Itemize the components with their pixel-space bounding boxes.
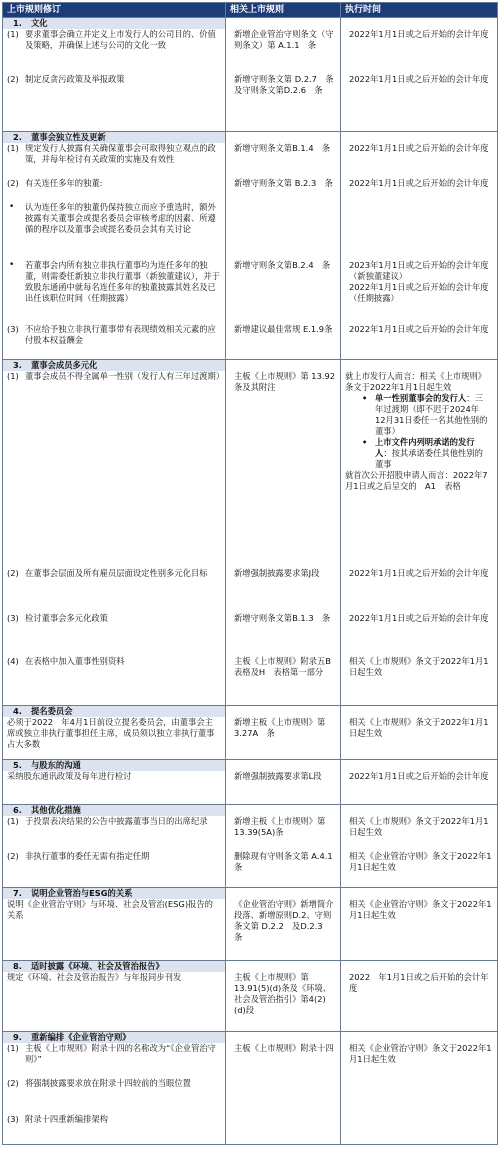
table-row [3, 1078, 498, 1114]
effective-time: 相关《上市规则》条文于2022年1月1日起生效 [341, 717, 498, 760]
section-9-heading: 9. 重新编排《企业管治守则》 [3, 1032, 226, 1044]
section-8-heading: 8. 适时披露《环境、社会及管治报告》 [3, 960, 226, 972]
table-row [3, 816, 498, 851]
related-rule: 主板《上市规则》附录五B 表格及H 表格第一部分 [226, 656, 341, 705]
item-text: 必须于2022 年4月1日前设立提名委员会，由董事会主席或独立非执行董事担任主席，成员须以独立非执行董事占大多数 [3, 717, 226, 760]
item-text: 规定《环境、社会及管治报告》与年报同步刊发 [3, 972, 226, 1032]
regulation-table-container [2, 2, 497, 1145]
item-text: (3) 不应给予独立非执行董事带有表现绩效相关元素的应付股本权益酬金 [3, 324, 226, 360]
effective-time: 2022年1月1日或之后开始的会计年度 [341, 143, 498, 178]
effective-time: 2022年1月1日或之后开始的会计年度 [341, 771, 498, 804]
table-header-row [3, 3, 498, 18]
related-rule: 新增守则条文第B.1.3 条 [226, 613, 341, 656]
table-row [3, 717, 498, 760]
related-rule: 《企业管治守则》新增简介段落、新增原则D.2、守则条文第 D.2.2 及D.2.3 条 [226, 899, 341, 960]
listing-rules-amendment-table [2, 2, 498, 1145]
sub-bullet: • 上市文件内列明承诺的发行人：按其承诺委任其他性别的董事 [345, 437, 493, 470]
table-row [3, 143, 498, 178]
effective-time: 2022年1月1日或之后开始的会计年度 [341, 568, 498, 613]
table-row [3, 371, 498, 568]
section-7-heading: 7. 说明企业管治与ESG的关系 [3, 888, 226, 900]
effective-time: 2022年1月1日或之后开始的会计年度 [341, 29, 498, 74]
item-text: (2) 有关连任多年的独董: [3, 178, 226, 202]
section-4-heading-row [3, 705, 498, 717]
table-row [3, 899, 498, 960]
section-number: 1. [13, 18, 22, 28]
effective-time: 2022年1月1日或之后开始的会计年度 [341, 74, 498, 131]
effective-time: 2022年1月1日或之后开始的会计年度 [341, 324, 498, 360]
item-text: (1) 要求董事会确立并定义上市发行人的公司目的、价值及策略，并确保上述与公司的文化一致 [3, 29, 226, 74]
item-text: (2) 在董事会层面及所有雇员层面设定性别多元化目标 [3, 568, 226, 613]
section-1-heading [3, 18, 226, 30]
related-rule: 新增守则条文第 D.2.7 条及守则条文第D.2.6 条 [226, 74, 341, 131]
table-row [3, 1043, 498, 1078]
time-outro: 就首次公开招股申请人而言：2022年7月1日或之后呈交的 A1 表格 [345, 470, 488, 491]
effective-time: 2023年1月1日或之后开始的会计年度（新独董建议） 2022年1月1日或之后开始的会计年度（任期披露） [341, 260, 498, 324]
section-6-heading-row [3, 804, 498, 816]
section-7-heading-row [3, 888, 498, 900]
header-related-rules: 相关上市规则 [226, 3, 341, 18]
item-text: (1) 于投票表决结果的公告中披露董事当日的出席纪录 [3, 816, 226, 851]
effective-time: 2022年1月1日或之后开始的会计年度 [341, 613, 498, 656]
item-text: (2) 将强制披露要求放在附录十四较前的当眼位置 [3, 1078, 226, 1114]
item-text: (1) 主板《上市规则》附录十四的名称改为“《企业管治守则》” [3, 1043, 226, 1078]
header-effective-time: 执行时间 [341, 3, 498, 18]
sub-bullet: • 单一性别董事会的发行人：三年过渡期（即不迟于2024年12月31日委任一名其他性别的董事） [345, 393, 493, 437]
section-1-heading-row [3, 18, 498, 30]
section-2-heading-row [3, 131, 498, 143]
related-rule: 主板《上市规则》附录十四 [226, 1043, 341, 1078]
section-5-heading: 5. 与股东的沟通 [3, 760, 226, 772]
related-rule: 删除现有守则条文第 A.4.1 条 [226, 851, 341, 888]
section-9-heading-row [3, 1032, 498, 1044]
related-rule: 新增主板《上市规则》第3.27A 条 [226, 717, 341, 760]
item-text: 采纳股东通讯政策及每年进行检讨 [3, 771, 226, 804]
table-row [3, 178, 498, 202]
section-4-heading: 4. 提名委员会 [3, 705, 226, 717]
related-rule: 新增强制披露要求第L段 [226, 771, 341, 804]
effective-time: 2022年1月1日或之后开始的会计年度 [341, 178, 498, 202]
section-2-heading: 2. 董事会独立性及更新 [3, 131, 226, 143]
section-6-heading: 6. 其他优化措施 [3, 804, 226, 816]
item-text: (3) 检讨董事会多元化政策 [3, 613, 226, 656]
table-row [3, 851, 498, 888]
bullet-item-text: • 若董事会内所有独立非执行董事均为连任多年的独董，则需委任新独立非执行董事（新独董建议），并于致股东通函中就每名连任多年的独董披露其姓名及已出任该职位时间（任期披露） [3, 260, 226, 324]
table-row [3, 74, 498, 131]
section-8-heading-row [3, 960, 498, 972]
related-rule: 新增守则条文第B.1.4 条 [226, 143, 341, 178]
related-rule: 主板《上市规则》第13.91(5)(d)条及《环境、社会及管治指引》第4(2)(d)段 [226, 972, 341, 1032]
table-row [3, 656, 498, 705]
section-5-heading-row [3, 760, 498, 772]
table-row [3, 324, 498, 360]
table-row [3, 1114, 498, 1144]
item-text: (2) 非执行董事的委任无需有指定任期 [3, 851, 226, 888]
effective-time: 相关《企业管治守则》条文于2022年1月1日起生效 [341, 899, 498, 960]
section-3-heading: 3. 董事会成员多元化 [3, 360, 226, 372]
table-row [3, 29, 498, 74]
item-text: (1) 董事会成员不得全属单一性别（发行人有三年过渡期） [3, 371, 226, 568]
related-rule: 新增强制披露要求第J段 [226, 568, 341, 613]
related-rule: 新增企业管治守则条文（守则条文）第 A.1.1 条 [226, 29, 341, 74]
effective-time: 2022 年1月1日或之后开始的会计年度 [341, 972, 498, 1032]
effective-time: 相关《企业管治守则》条文于2022年1月1日起生效 [341, 851, 498, 888]
item-text: (3) 附录十四重新编排架构 [3, 1114, 226, 1144]
related-rule: 新增守则条文第B.2.4 条 [226, 260, 341, 324]
section-3-heading-row [3, 360, 498, 372]
item-text: (4) 在表格中加入董事性别资料 [3, 656, 226, 705]
item-text: (2) 制定反贪污政策及举报政策 [3, 74, 226, 131]
header-rule-amendment: 上市规则修订 [3, 3, 226, 18]
table-row [3, 613, 498, 656]
related-rule: 主板《上市规则》第 13.92 条及其附注 [226, 371, 341, 568]
table-row [3, 202, 498, 260]
effective-time: 相关《企业管治守则》条文于2022年1月1日起生效 [341, 1043, 498, 1078]
table-row [3, 771, 498, 804]
table-row [3, 972, 498, 1032]
item-text: (1) 规定发行人披露有关确保董事会可取得独立观点的政策，并每年检讨有关政策的实施及有效性 [3, 143, 226, 178]
section-title: 文化 [31, 18, 48, 28]
time-intro: 就上市发行人而言：相关《上市规则》条文于2022年1月1日起生效 [345, 371, 487, 392]
table-row [3, 260, 498, 324]
effective-time [341, 371, 498, 568]
table-row [3, 568, 498, 613]
related-rule: 新增主板《上市规则》第13.39(5A)条 [226, 816, 341, 851]
related-rule: 新增建议最佳常规 E.1.9条 [226, 324, 341, 360]
item-text: 说明《企业管治守则》与环境、社会及管治(ESG)报告的关系 [3, 899, 226, 960]
bullet-item-text: • 认为连任多年的独董仍保持独立而应予重选时，额外披露有关董事会或提名委员会审核考虑的因素、所遵循的程序以及董事会或提名委员会其有关讨论 [3, 202, 226, 260]
related-rule: 新增守则条文第 B.2.3 条 [226, 178, 341, 202]
effective-time: 相关《上市规则》条文于2022年1月1日起生效 [341, 656, 498, 705]
effective-time: 相关《上市规则》条文于2022年1月1日起生效 [341, 816, 498, 851]
